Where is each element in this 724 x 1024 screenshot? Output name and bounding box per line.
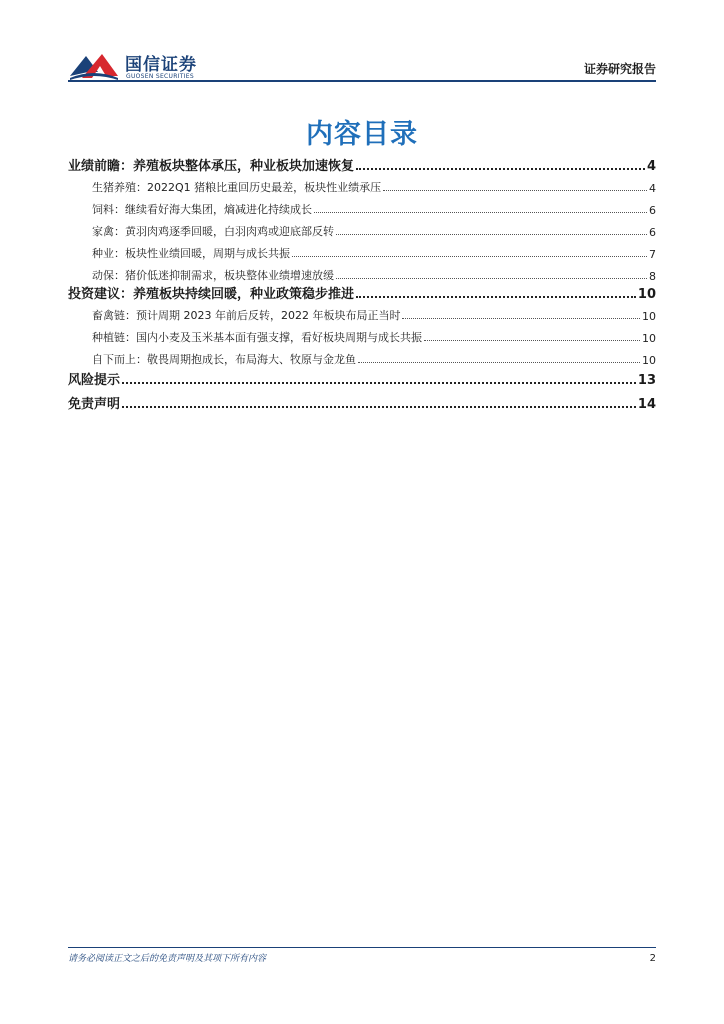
toc-entry[interactable] xyxy=(68,329,656,345)
toc-entry-page: 7 xyxy=(649,248,656,261)
toc-entry[interactable] xyxy=(68,201,656,217)
header-divider xyxy=(68,80,656,82)
toc-entry-label: 畜禽链：预计周期 2023 年前后反转，2022 年板块布局正当时 xyxy=(92,309,401,322)
toc-entry-label: 免责声明 xyxy=(68,397,121,412)
toc-entry-label: 自下而上：敬畏周期抱成长，布局海大、牧原与金龙鱼 xyxy=(92,353,356,366)
toc-entry[interactable] xyxy=(68,179,656,195)
toc-entry-label: 生猪养殖：2022Q1 猪粮比重回历史最差，板块性业绩承压 xyxy=(92,181,382,194)
dot-leader xyxy=(314,211,647,213)
toc-entry-page: 10 xyxy=(637,287,656,302)
toc-entry[interactable] xyxy=(68,267,656,283)
guosen-logo-icon xyxy=(68,50,120,82)
toc-entry-label: 业绩前瞻：养殖板块整体承压，种业板块加速恢复 xyxy=(68,159,355,174)
toc-entry-page: 10 xyxy=(642,310,656,323)
toc-entry-page: 4 xyxy=(649,182,656,195)
toc-title: 内容目录 xyxy=(306,119,418,150)
toc-entry-page: 14 xyxy=(637,397,656,412)
toc-entry-label: 风险提示 xyxy=(68,373,121,388)
page-number: 2 xyxy=(649,953,656,964)
dot-leader xyxy=(402,317,640,319)
toc-entry-page: 4 xyxy=(646,159,656,174)
toc-entry-label: 种业：板块性业绩回暖，周期与成长共振 xyxy=(92,247,290,260)
disclaimer-note: 请务必阅读正文之后的免责声明及其项下所有内容 xyxy=(68,954,267,964)
toc-entry[interactable] xyxy=(68,223,656,239)
toc-entry[interactable] xyxy=(68,283,656,302)
report-type: 证券研究报告 xyxy=(583,62,656,76)
page-header xyxy=(0,0,724,90)
toc-entry-page: 10 xyxy=(642,354,656,367)
footer-divider xyxy=(68,947,656,948)
toc-entry[interactable] xyxy=(68,369,656,388)
dot-leader xyxy=(292,255,647,257)
toc-entry[interactable] xyxy=(68,307,656,323)
toc-entry-label: 家禽：黄羽肉鸡逐季回暖，白羽肉鸡或迎底部反转 xyxy=(92,225,334,238)
dot-leader xyxy=(383,189,647,191)
dot-leader xyxy=(336,233,647,235)
dot-leader xyxy=(122,405,636,408)
toc-entry-page: 10 xyxy=(642,332,656,345)
dot-leader xyxy=(336,277,647,279)
toc-entry[interactable] xyxy=(68,245,656,261)
toc-entry[interactable] xyxy=(68,393,656,412)
toc-entry-page: 6 xyxy=(649,226,656,239)
toc-entry-page: 6 xyxy=(649,204,656,217)
toc-entry-page: 13 xyxy=(637,373,656,388)
toc-entry-label: 种植链：国内小麦及玉米基本面有强支撑，看好板块周期与成长共振 xyxy=(92,331,422,344)
toc-entry-label: 饲料：继续看好海大集团，熵减进化持续成长 xyxy=(92,203,312,216)
dot-leader xyxy=(122,381,636,384)
logo-cn-text: 国信证券 xyxy=(125,55,197,75)
dot-leader xyxy=(356,167,645,170)
toc-entry[interactable] xyxy=(68,155,656,174)
logo-en-text: GUOSEN SECURITIES xyxy=(126,73,195,80)
dot-leader xyxy=(356,295,636,298)
dot-leader xyxy=(358,361,640,363)
dot-leader xyxy=(424,339,640,341)
toc-entry[interactable] xyxy=(68,351,656,367)
toc-entry-label: 动保：猪价低迷抑制需求，板块整体业绩增速放缓 xyxy=(92,269,334,282)
toc-entry-label: 投资建议：养殖板块持续回暖，种业政策稳步推进 xyxy=(68,287,355,302)
toc-entry-page: 8 xyxy=(649,270,656,283)
